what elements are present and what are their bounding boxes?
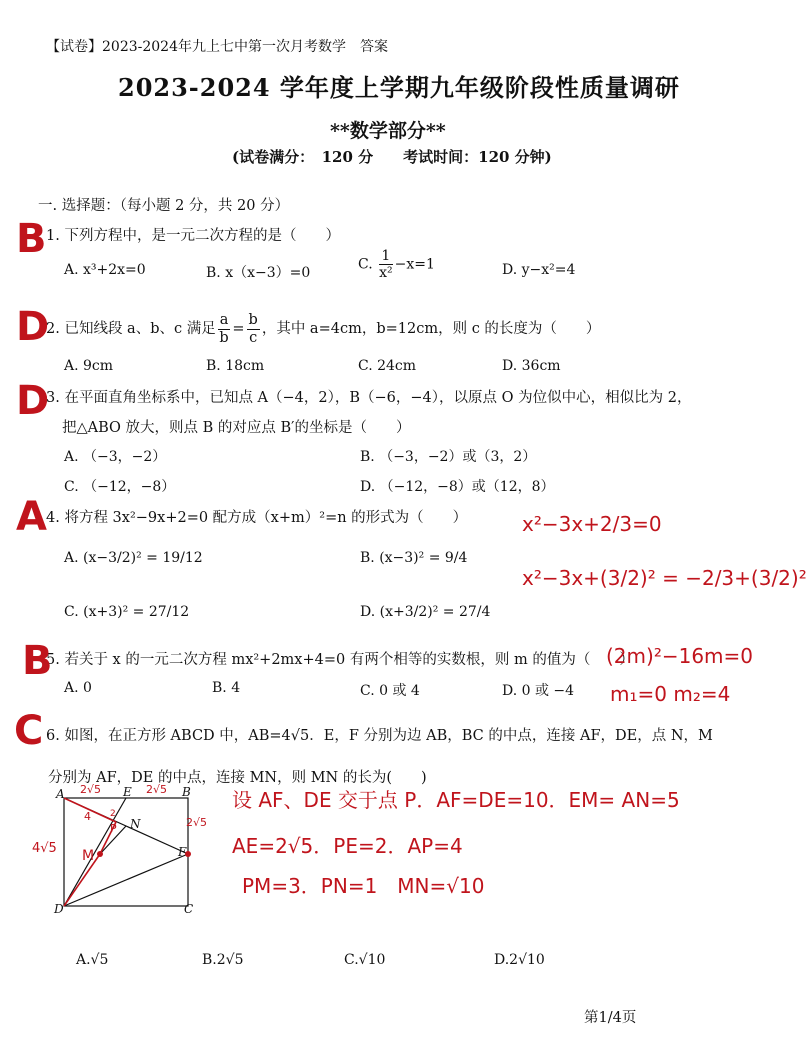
question-3-line1: 3. 在平面直角坐标系中，已知点 A（−4，2），B（−6，−4），以原点 O 为位似中心，相似比为 2， <box>46 390 692 406</box>
hw-q4-line1: x²−3x+2/3=0 <box>522 512 662 536</box>
handwritten-answer-2: D <box>16 304 50 350</box>
q5-option-c: C. 0 或 4 <box>360 683 420 699</box>
hw-q4-line2: x²−3x+(3/2)² = −2/3+(3/2)² <box>522 566 807 590</box>
question-1-stem: 1. 下列方程中，是一元二次方程的是（ ） <box>46 228 340 244</box>
q2-option-d: D. 36cm <box>502 358 561 374</box>
label-p: P <box>110 822 117 835</box>
q2-frac-b-c <box>247 312 260 346</box>
page-number: 第1/4页 <box>584 1010 637 1026</box>
q5-option-d: D. 0 或 −4 <box>502 683 575 699</box>
label-m: M <box>82 848 95 864</box>
label-c: C <box>184 902 194 916</box>
q6-option-b: B.2√5 <box>202 952 244 968</box>
hw-q6-line1: 设 AF、DE 交于点 P．AF=DE=10．EM= AN=5 <box>232 788 680 812</box>
ann-eb: 2√5 <box>146 783 168 796</box>
label-a: A <box>56 787 65 801</box>
handwritten-answer-3: D <box>16 378 50 424</box>
q2-stem-pre: 2. 已知线段 a、b、c 满足 <box>46 321 216 338</box>
q4-option-b: B. (x−3)² = 9/4 <box>360 550 468 566</box>
ann-bf: 2√5 <box>186 816 208 829</box>
q1-c-num: 1 <box>379 248 393 265</box>
q4-option-c: C. (x+3)² = 27/12 <box>64 604 190 620</box>
handwritten-answer-6: C <box>14 708 44 754</box>
q4-option-d: D. (x+3/2)² = 27/4 <box>360 604 491 620</box>
question-2-stem: 2. 已知线段 a、b、c 满足 $\frac{a}{b}$ = $\frac{b}{c}$ ，其中 a=4cm，b=12cm，则 c 的长度为（ ） <box>46 312 601 346</box>
hw-q6-line3: PM=3．PN=1 MN=√10 <box>242 874 485 898</box>
ann-ad: 4√5 <box>32 841 57 856</box>
question-5-stem: 5. 若关于 x 的一元二次方程 mx²+2mx+4=0 有两个相等的实数根，则 m 的值为（ ） <box>46 652 634 668</box>
exam-info: (试卷满分： 120 分 考试时间：120 分钟) <box>232 148 552 166</box>
header-note: 【试卷】2023-2024年九上七中第一次月考数学 答案 <box>46 39 388 55</box>
q4-option-a: A. (x−3/2)² = 19/12 <box>64 550 203 566</box>
ann-ap: 4 <box>84 810 91 823</box>
q3-option-c: C. （−12，−8） <box>64 479 176 495</box>
question-6-line1: 6. 如图，在正方形 ABCD 中，AB=4√5．E，F 分别为边 AB，BC 的中点，连接 AF，DE，点 N，M <box>46 728 713 744</box>
q2-stem-post: ，其中 a=4cm，b=12cm，则 c 的长度为（ ） <box>261 321 601 338</box>
ann-ae: 2√5 <box>80 783 102 796</box>
q1-option-b: B. x（x−3）=0 <box>206 265 311 281</box>
q2-frac-a: a <box>219 312 229 328</box>
q2-frac-b: b <box>219 329 229 346</box>
page-title: 2023-2024 学年度上学期九年级阶段性质量调研 <box>118 73 680 102</box>
q1-c-fraction <box>379 248 393 281</box>
q2-frac-b2: b <box>248 312 258 328</box>
label-b: B <box>182 785 191 799</box>
hw-q6-line2: AE=2√5．PE=2．AP=4 <box>232 834 463 858</box>
hw-q5-line2: m₁=0 m₂=4 <box>610 682 731 706</box>
q2-option-a: A. 9cm <box>64 358 114 374</box>
handwritten-answer-4: A <box>16 494 47 540</box>
q1-option-a: A. x³+2x=0 <box>64 262 146 278</box>
q2-option-b: B. 18cm <box>206 358 265 374</box>
question-6-line2: 分别为 AF，DE 的中点，连接 MN，则 MN 的长为( ) <box>48 770 427 786</box>
ann-pe: 2 <box>110 809 116 819</box>
q2-frac-c: c <box>249 329 258 346</box>
label-f: F <box>178 845 187 859</box>
question-4-stem: 4. 将方程 3x²−9x+2=0 配方成（x+m）²=n 的形式为（ ） <box>46 510 468 526</box>
q1-option-d: D. y−x²=4 <box>502 262 576 278</box>
q1-option-c <box>358 248 435 281</box>
segment-de <box>64 798 126 906</box>
q6-option-c: C.√10 <box>344 952 386 968</box>
q1-c-label: C. <box>358 256 373 273</box>
q1-c-post: −x=1 <box>394 256 435 273</box>
point-m-dot <box>97 851 103 857</box>
q5-option-b: B. 4 <box>212 680 241 696</box>
q2-frac-a-b <box>218 312 231 346</box>
label-e: E <box>123 785 132 799</box>
label-n: N <box>130 817 141 831</box>
q6-option-d: D.2√10 <box>494 952 545 968</box>
q2-option-c: C. 24cm <box>358 358 417 374</box>
q3-option-b: B. （−3，−2）或（3，2） <box>360 449 537 465</box>
q3-option-d: D. （−12，−8）或（12，8） <box>360 479 555 495</box>
square-figure <box>30 784 210 916</box>
section-heading: 一. 选择题：（每小题 2 分，共 20 分） <box>38 198 290 214</box>
q5-option-a: A. 0 <box>64 680 92 696</box>
question-3-line2: 把△ABO 放大，则点 B 的对应点 B′的坐标是（ ） <box>62 420 411 436</box>
q1-c-den: x² <box>379 265 393 282</box>
page-subtitle: **数学部分** <box>330 120 446 142</box>
label-d: D <box>54 902 64 916</box>
q3-option-a: A. （−3，−2） <box>64 449 167 465</box>
handwritten-answer-1: B <box>16 216 47 262</box>
handwritten-answer-5: B <box>22 638 53 684</box>
hw-q5-line1: (2m)²−16m=0 <box>606 644 754 668</box>
q6-option-a: A.√5 <box>76 952 109 968</box>
